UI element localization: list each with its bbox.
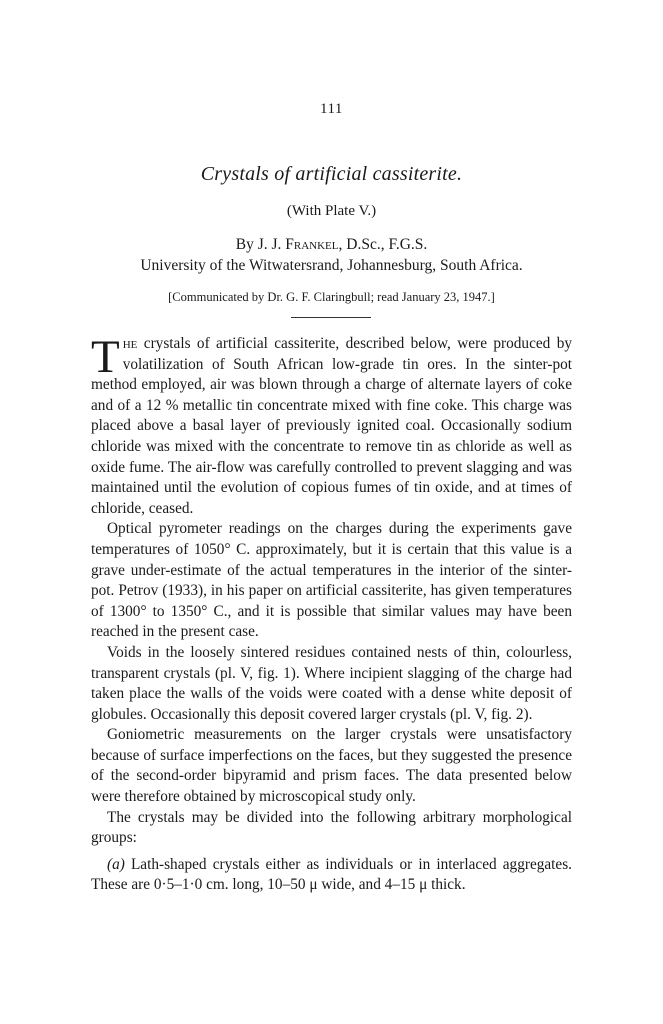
paragraph-6-text: Lath-shaped crystals either as individuals or in interlaced aggregates. These are 0·5–1·0 cm. long, 10–50 μ wide, and 4–15 μ thick. <box>91 855 572 894</box>
paragraph-2: Optical pyrometer readings on the charges during the experiments gave temperatures of 1050° C. approximately, but it is certain that this value is a grave under-estimate of the actual temperatures in the interior of the sinter-pot. Petrov (1933), in his paper on artificial cassiterite, has given temperatures of 1300° to 1350° C., and it is possible that similar values may have been reached in the present case. <box>91 520 572 641</box>
byline-suffix: , D.Sc., F.G.S. <box>338 236 428 253</box>
article-subtitle: (With Plate V.) <box>286 203 377 219</box>
drop-cap: T <box>91 331 120 383</box>
drop-cap-lead: he <box>122 335 138 352</box>
article-body <box>91 331 572 896</box>
paragraph-5: The crystals may be divided into the following arbitrary morphological groups: <box>91 808 572 847</box>
paragraph-3: Voids in the loosely sintered residues contained nests of thin, colourless, transparent crystals (pl. V, fig. 1). Where incipient slagging of the charge had taken place the walls of the voids were coated with a dense white deposit of globules. Occasionally this deposit covered larger crystals (pl. V, fig. 2). <box>91 643 572 723</box>
paragraph-6 <box>91 855 572 896</box>
paragraph-4: Goniometric measurements on the larger crystals were unsatisfactory because of surface imperfections on the faces, but they suggested the presence of the second-order bipyramid and prism faces. The data presented below were therefore obtained by microscopical study only. <box>91 726 572 806</box>
page-number: 111 <box>320 101 343 117</box>
list-label: (a) <box>107 855 125 873</box>
byline-prefix: By J. J. <box>235 236 286 253</box>
communicated-note: [Communicated by Dr. G. F. Claringbull; read January 23, 1947.] <box>168 290 495 304</box>
article-title: Crystals of artificial cassiterite. <box>200 163 463 185</box>
paragraph-1-text: crystals of artificial cassiterite, described below, were produced by volatilization of South African low-grade tin ores. In the sinter-pot method employed, air was blown through a charge of alternate layers of coke and of a 12 % metallic tin concentrate mixed with fine coke. This charge was placed above a basal layer of previously ignited coal. Occasionally sodium chloride was mixed with the concentrate to remove tin as chloride as well as oxide fume. The air-flow was carefully controlled to prevent slagging and was maintained until the evolution of copious fumes of tin oxide, and at times of chloride, ceased. <box>91 335 572 517</box>
paragraph-1 <box>91 331 572 519</box>
author-surname: Frankel <box>285 236 339 253</box>
author-affiliation: University of the Witwatersrand, Johannesburg, South Africa. <box>140 257 523 274</box>
title-divider <box>291 317 371 318</box>
author-byline <box>0 236 663 254</box>
